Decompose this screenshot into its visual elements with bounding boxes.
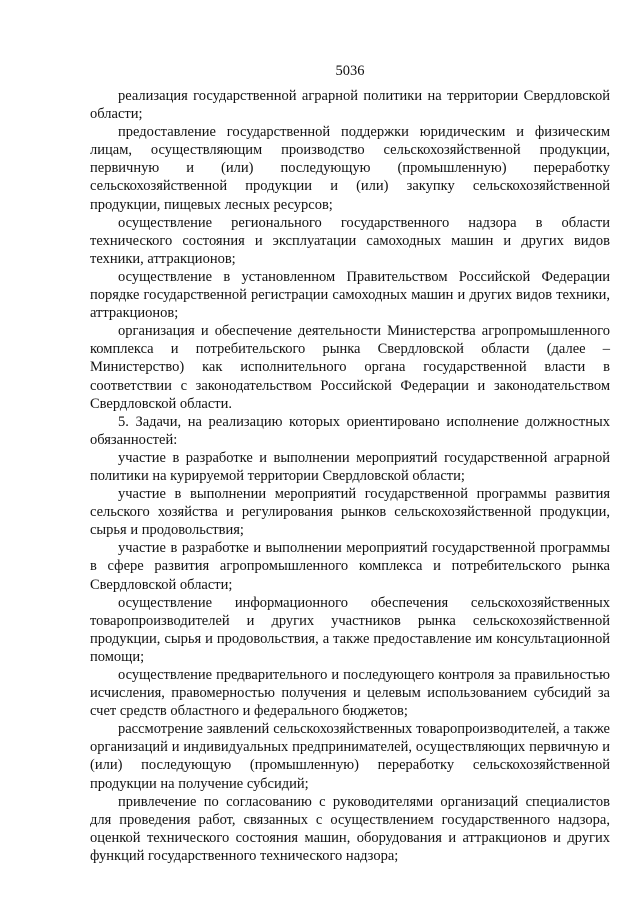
paragraph: участие в разработке и выполнении мероприятий государственной программы в сфере развития агропромышленного комплекса и потребительского рынка Свердловской области; xyxy=(90,540,610,593)
page-number: 5036 xyxy=(335,63,365,79)
document-body xyxy=(90,87,610,865)
paragraph: участие в разработке и выполнении мероприятий государственной аграрной политики на курируемой территории Свердловской области; xyxy=(90,449,610,484)
paragraph: участие в выполнении мероприятий государственной программы развития сельского хозяйства и регулирования рынков сельскохозяйственной продукции, сырья и продовольствия; xyxy=(90,486,610,539)
paragraph: осуществление в установленном Правительством Российской Федерации порядке государственной регистрации самоходных машин и других видов техники, аттракционов; xyxy=(90,268,610,322)
paragraph: предоставление государственной поддержки юридическим и физическим лицам, осуществляющим производство сельскохозяйственной продукции, первичную и (или) последующую (промышленную) переработку сельскохозяйственной продукции и (или) закупку сельскохозяйственной продукции, пищевых лесных ресурсов; xyxy=(90,124,610,213)
paragraph: осуществление информационного обеспечения сельскохозяйственных товаропроизводителей и других участников рынка сельскохозяйственной продукции, сырья и продовольствия, а также предоставление им консультационной помощи; xyxy=(90,594,610,665)
section-heading: 5. Задачи, на реализацию которых ориентировано исполнение должностных обязанностей: xyxy=(90,413,610,448)
paragraph: привлечение по согласованию с руководителями организаций специалистов для проведения работ, связанных с осуществлением государственного надзора, оценкой технического состояния машин, оборудования и аттракционов и других функций государственного технического надзора; xyxy=(90,793,610,864)
paragraph: реализация государственной аграрной политики на территории Свердловской области; xyxy=(90,88,610,123)
paragraph: рассмотрение заявлений сельскохозяйственных товаропроизводителей, а также организаций и индивидуальных предпринимателей, осуществляющих первичную и (или) последующую (промышленную) переработку сельскохозяйственной продукции на получение субсидий; xyxy=(90,721,610,792)
paragraph: осуществление предварительного и последующего контроля за правильностью исчисления, правомерностью получения и целевым использованием субсидий за счет средств областного и федерального бюджетов; xyxy=(90,667,610,720)
paragraph: организация и обеспечение деятельности Министерства агропромышленного комплекса и потребительского рынка Свердловской области (далее – Министерство) как исполнительного органа государственной власти в соответствии с законодательством Российской Федерации и законодательством Свердловской области. xyxy=(90,323,610,412)
paragraph: осуществление регионального государственного надзора в области технического состояния и эксплуатации самоходных машин и других видов техники, аттракционов; xyxy=(90,214,610,267)
